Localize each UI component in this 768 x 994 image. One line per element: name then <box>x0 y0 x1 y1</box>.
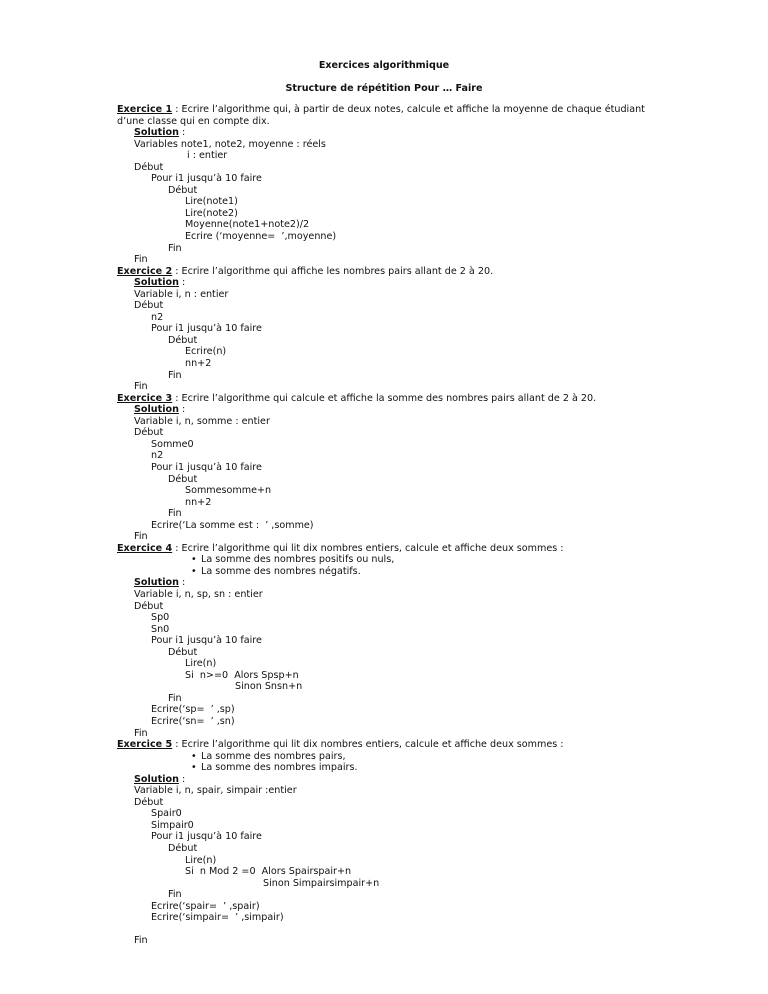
bullet-icon: • <box>191 750 197 762</box>
code-line: Lire(n) <box>185 854 217 866</box>
exercise-statement: : Ecrire l’algorithme qui lit dix nombres entiers, calcule et affiche deux sommes : <box>172 739 564 751</box>
code-line: Début <box>168 334 198 346</box>
blank-line <box>117 924 677 936</box>
code-line: Ecrire(‘spair= ’ ,spair) <box>151 900 260 912</box>
code-line: n2 <box>151 311 164 323</box>
code-line: Fin <box>134 727 148 739</box>
solution-label: Solution <box>134 773 179 785</box>
code-line: Sinon Snsn+n <box>235 681 303 693</box>
code-line: Début <box>168 843 198 854</box>
exercise-statement: : Ecrire l’algorithme qui lit dix nombres entiers, calcule et affiche deux sommes : <box>172 542 564 554</box>
code-line: Ecrire(‘simpair= ’ ,simpair) <box>151 912 284 924</box>
code-line: Variable i, n : entier <box>134 288 229 300</box>
code-line: Sp0 <box>151 612 170 624</box>
code-line: Variable i, n, sp, sn : entier <box>134 588 263 600</box>
document-subtitle: Structure de répétition Pour … Faire <box>285 83 483 94</box>
code-line: Ecrire (‘moyenne= ’,moyenne) <box>185 231 337 243</box>
document-body <box>117 104 677 947</box>
code-line: Si n>=0 Alors Spsp+n <box>185 669 299 681</box>
exercise-5-heading <box>117 739 677 751</box>
code-line: Lire(note1) <box>185 196 238 208</box>
code-line: Sommesomme+n <box>185 485 272 497</box>
solution-heading: Solution : <box>134 773 186 785</box>
code-line: Début <box>134 161 164 173</box>
exercise-4-heading <box>117 543 677 555</box>
code-line: Début <box>168 184 198 196</box>
solution-heading: Solution : <box>134 127 186 139</box>
exercise-label: Exercice 4 <box>117 542 173 554</box>
code-line: Variables note1, note2, moyenne : réels <box>134 138 326 150</box>
code-line: Spair0 <box>151 808 182 820</box>
code-line: Ecrire(‘sp= ’ ,sp) <box>151 704 235 716</box>
code-line: i : entier <box>187 150 228 162</box>
code-line: Sn0 <box>151 623 170 635</box>
document-title: Exercices algorithmique <box>318 60 450 71</box>
code-line: Sinon Simpairsimpair+n <box>263 877 380 889</box>
exercise-statement: : Ecrire l’algorithme qui affiche les nombres pairs allant de 2 à 20. <box>172 265 494 277</box>
code-line: Fin <box>168 508 182 520</box>
bullet-item: • La somme des nombres négatifs. <box>191 565 361 577</box>
exercise-statement-continued: d’une classe qui en compte dix. <box>117 115 270 127</box>
code-line: Pour i1 jusqu’à 10 faire <box>151 461 262 473</box>
code-line: Variable i, n, spair, simpair :entier <box>134 785 297 797</box>
exercise-label: Exercice 2 <box>117 265 173 277</box>
code-line: Début <box>168 646 198 658</box>
solution-label: Solution <box>134 404 179 416</box>
code-line: Somme0 <box>151 438 194 450</box>
code-line: Lire(note2) <box>185 207 238 219</box>
bullet-item: • La somme des nombres pairs, <box>191 750 346 762</box>
code-line: Fin <box>168 369 182 381</box>
code-line: Ecrire(n) <box>185 346 227 358</box>
code-line: n2 <box>151 450 164 462</box>
bullet-item: • La somme des nombres impairs. <box>191 762 358 774</box>
code-line: Pour i1 jusqu’à 10 faire <box>151 831 262 843</box>
code-line: Fin <box>168 889 182 901</box>
exercise-label: Exercice 1 <box>117 104 173 115</box>
code-line: Pour i1 jusqu’à 10 faire <box>151 173 262 185</box>
code-line: Fin <box>134 935 148 947</box>
code-line: Fin <box>168 692 182 704</box>
solution-label: Solution <box>134 277 179 289</box>
solution-heading: Solution : <box>134 577 186 589</box>
exercise-statement: : Ecrire l’algorithme qui, à partir de deux notes, calcule et affiche la moyenne de chaque étudiant <box>172 104 645 115</box>
solution-heading: Solution : <box>134 277 186 289</box>
code-line: Simpair0 <box>151 819 194 831</box>
exercise-label: Exercice 3 <box>117 392 173 404</box>
bullet-item: • La somme des nombres positifs ou nuls, <box>191 554 395 566</box>
exercise-statement: : Ecrire l’algorithme qui calcule et affiche la somme des nombres pairs allant de 2 à 20. <box>172 392 597 404</box>
code-line: Début <box>134 300 164 312</box>
solution-label: Solution <box>134 127 179 139</box>
code-line: Début <box>168 473 198 485</box>
code-line: nn+2 <box>185 496 212 508</box>
code-line: Début <box>134 427 164 439</box>
code-line: Variable i, n, somme : entier <box>134 415 270 427</box>
code-line: Fin <box>134 254 148 266</box>
code-line: Moyenne(note1+note2)/2 <box>185 219 310 231</box>
code-line: Début <box>134 796 164 808</box>
code-line: Fin <box>134 531 148 543</box>
code-line: Début <box>134 600 164 612</box>
exercise-3-heading <box>117 393 677 405</box>
bullet-icon: • <box>191 762 197 774</box>
code-line: Fin <box>134 381 148 393</box>
code-line: Fin <box>168 242 182 254</box>
exercise-2-heading <box>117 266 677 278</box>
solution-heading: Solution : <box>134 404 186 416</box>
bullet-icon: • <box>191 554 197 566</box>
solution-label: Solution <box>134 577 179 589</box>
exercise-1-heading <box>117 104 677 116</box>
code-line: Ecrire(‘La somme est : ’ ,somme) <box>151 519 314 531</box>
code-line: nn+2 <box>185 358 212 370</box>
bullet-icon: • <box>191 565 197 577</box>
code-line: Pour i1 jusqu’à 10 faire <box>151 635 262 647</box>
code-line: Ecrire(‘sn= ’ ,sn) <box>151 715 235 727</box>
code-line: Lire(n) <box>185 658 217 670</box>
exercise-label: Exercice 5 <box>117 739 173 751</box>
code-line: Si n Mod 2 =0 Alors Spairspair+n <box>185 866 352 878</box>
code-line: Pour i1 jusqu’à 10 faire <box>151 323 262 335</box>
